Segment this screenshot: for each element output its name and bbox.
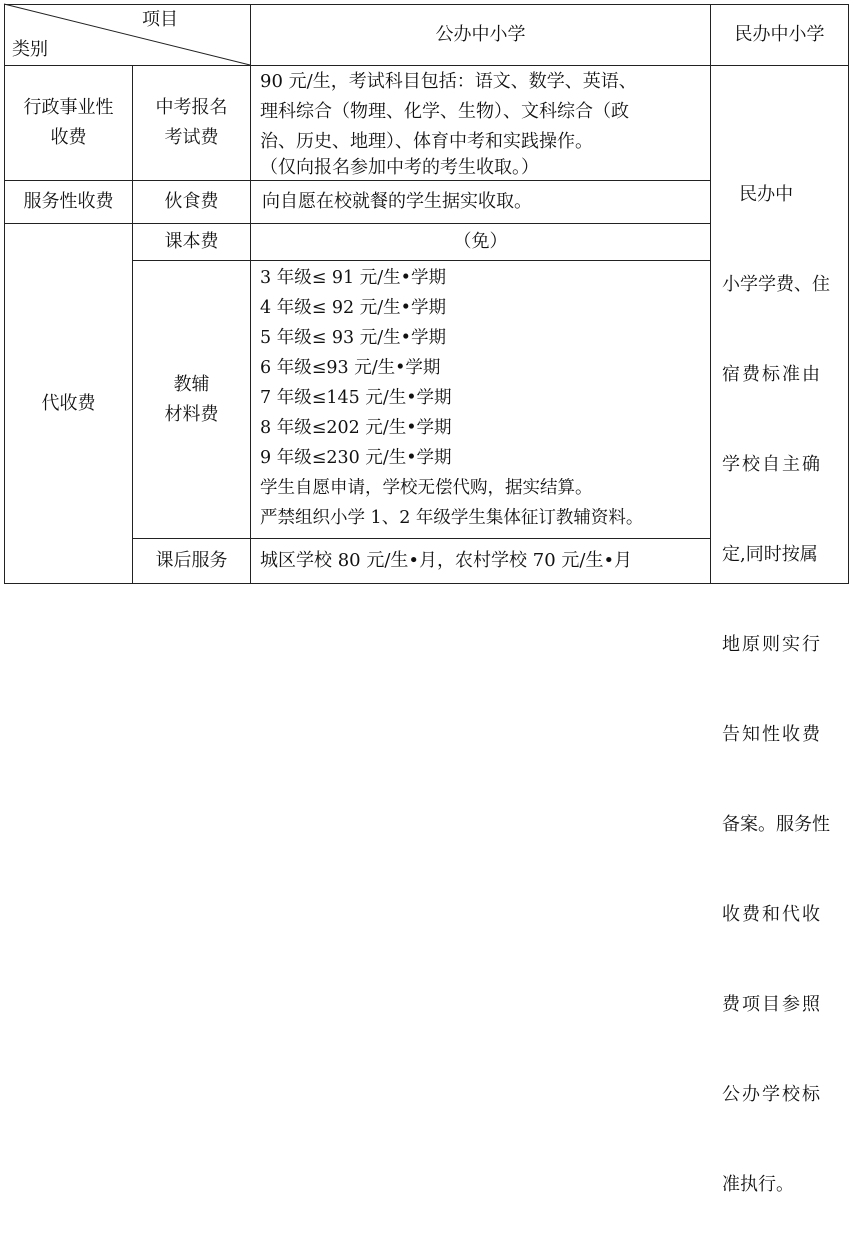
private-note-line: 收费和代收 xyxy=(722,904,822,925)
private-note-line: 准执行。 xyxy=(722,1174,794,1195)
item-materials-line: 教辅 xyxy=(173,373,210,395)
materials-line: 8 年级≤202 元/生•学期 xyxy=(260,418,452,438)
private-note-line: 学校自主确 xyxy=(722,454,822,475)
item-exam-fee xyxy=(133,66,250,180)
header-private-schools: 民办中小学 xyxy=(734,24,825,45)
content-textbook-fee: （免） xyxy=(453,231,508,252)
private-note-line: 小学学费、住 xyxy=(722,274,830,295)
item-textbook-fee: 课本费 xyxy=(164,231,219,252)
content-line: 理科综合（物理、化学、生物）、文科综合（政 xyxy=(260,101,629,122)
content-afterschool-service: 城区学校 80 元/生•月，农村学校 70 元/生•月 xyxy=(260,550,633,571)
materials-line: 严禁组织小学 1、2 年级学生集体征订教辅资料。 xyxy=(260,508,644,528)
item-afterschool-service: 课后服务 xyxy=(155,550,228,571)
materials-line: 5 年级≤ 93 元/生•学期 xyxy=(260,328,446,348)
private-note-line: 公办学校标 xyxy=(722,1084,822,1105)
private-note-line: 费项目参照 xyxy=(722,994,822,1015)
content-materials-fee xyxy=(260,263,710,533)
content-line: 90 元/生，考试科目包括：语文、数学、英语、 xyxy=(260,71,637,92)
content-line: 治、历史、地理）、体育中考和实践操作。 xyxy=(260,131,593,152)
private-note-line: 地原则实行 xyxy=(722,634,822,655)
header-item-label: 项目 xyxy=(142,9,178,30)
item-materials-fee xyxy=(133,261,250,538)
header-category-label: 类别 xyxy=(12,39,48,60)
category-admin-line: 收费 xyxy=(50,127,87,148)
materials-line: 学生自愿申请，学校无偿代购，据实结算。 xyxy=(260,478,593,498)
private-note-line: 备案。服务性 xyxy=(722,814,830,835)
private-note-line: 宿费标准由 xyxy=(722,364,822,385)
item-materials-line: 材料费 xyxy=(164,403,219,425)
materials-line: 4 年级≤ 92 元/生•学期 xyxy=(260,298,446,318)
category-service-fees: 服务性收费 xyxy=(23,191,114,212)
content-meal-fee: 向自愿在校就餐的学生据实收取。 xyxy=(262,191,532,212)
private-note-line: 定,同时按属 xyxy=(722,544,818,565)
item-exam-fee-line: 中考报名 xyxy=(155,97,228,118)
private-note-line: 告知性收费 xyxy=(722,724,822,745)
header-public-schools: 公办中小学 xyxy=(435,24,526,45)
category-admin-fees xyxy=(5,66,132,180)
category-admin-line: 行政事业性 xyxy=(23,97,114,118)
content-line: （仅向报名参加中考的考生收取。） xyxy=(260,157,539,178)
private-note-line: 民办中 xyxy=(722,184,794,205)
materials-line: 9 年级≤230 元/生•学期 xyxy=(260,448,452,468)
category-agency-fees: 代收费 xyxy=(41,392,96,414)
materials-line: 7 年级≤145 元/生•学期 xyxy=(260,388,452,408)
item-exam-fee-line: 考试费 xyxy=(164,127,219,148)
content-exam-fee xyxy=(260,67,708,179)
materials-line: 3 年级≤ 91 元/生•学期 xyxy=(260,268,446,288)
item-meal-fee: 伙食费 xyxy=(164,191,219,212)
materials-line: 6 年级≤93 元/生•学期 xyxy=(260,358,441,378)
private-schools-note xyxy=(722,120,846,1260)
